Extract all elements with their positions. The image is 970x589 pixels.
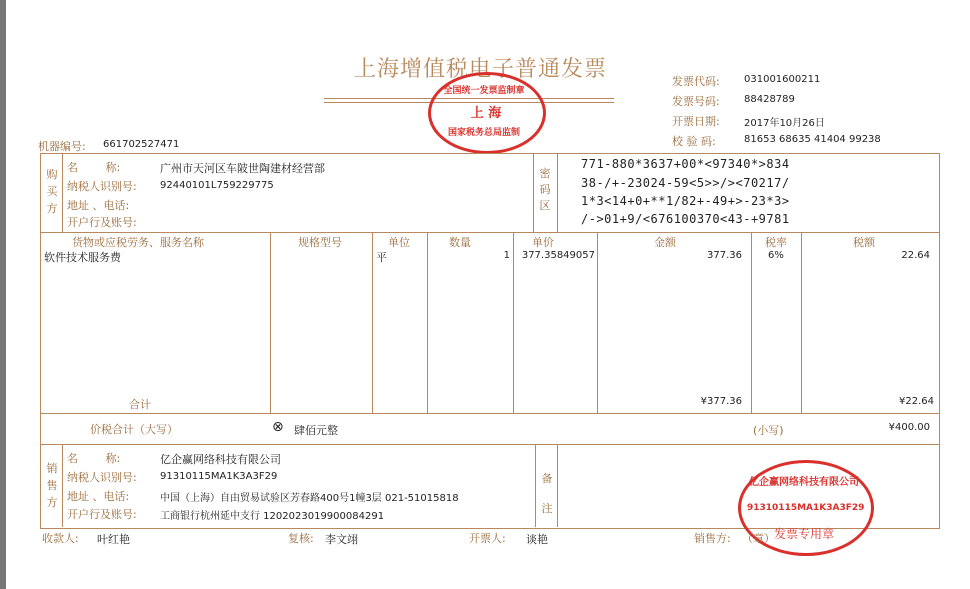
tax-supervision-seal [428, 72, 546, 154]
cipher-section-char: 码 [539, 183, 551, 196]
header-spec: 规格型号 [298, 236, 342, 249]
check-code-label: 校 验 码: [672, 135, 716, 148]
drawer-label: 开票人: [469, 532, 506, 545]
cipher-line-1: 771-880*3637+00*<97340*>834 [581, 157, 790, 171]
cipher-line-3: 1*3<14+0+**1/82+-49+>-23*3> [581, 194, 790, 208]
header-rate: 税率 [765, 236, 787, 249]
seller-seal-company: 亿企赢网络科技有限公司 [749, 477, 859, 488]
payee-label: 收款人: [42, 532, 79, 545]
issue-date: 2017年10月26日 [744, 118, 825, 129]
item-rate: 6% [768, 250, 784, 261]
total-amount: ¥377.36 [700, 396, 742, 407]
remark-divider-right [557, 445, 558, 527]
cipher-divider-right [557, 153, 558, 233]
buyer-bank-label: 开户行及账号: [67, 216, 137, 229]
item-price: 377.35849057 [521, 250, 595, 261]
buyer-name: 广州市天河区车陂世陶建材经营部 [160, 162, 325, 175]
issue-date-label: 开票日期: [672, 115, 720, 128]
seller-divider [62, 445, 63, 527]
col-divider-qty [427, 233, 428, 413]
invoice-title: 上海增值税电子普通发票 [354, 57, 608, 82]
invoice-number-label: 发票号码: [672, 95, 720, 108]
remark-section-char: 备 [541, 472, 553, 485]
buyer-section-char: 买 [46, 185, 58, 198]
seal-bottom-text: 国家税务总局监制 [447, 128, 520, 138]
col-divider-price [513, 233, 514, 413]
total-tax: ¥22.64 [899, 396, 934, 407]
seal-top-text: 全国统一发票监制章 [443, 86, 525, 96]
remark-section-char: 注 [541, 502, 553, 515]
col-divider-tax [801, 233, 802, 413]
items-bottom-line [40, 413, 940, 414]
total-label: 合计 [129, 398, 151, 411]
seller-address-label: 地址 、电话: [67, 490, 130, 503]
buyer-section-char: 购 [46, 168, 58, 181]
header-qty: 数量 [449, 236, 471, 249]
invoice-number: 88428789 [744, 94, 795, 105]
buyer-tax-id: 92440101L759229775 [160, 180, 274, 191]
seller-name-label: 名 称: [67, 452, 121, 465]
header-tax: 税额 [853, 236, 875, 249]
item-amount: 377.36 [707, 250, 742, 261]
grand-total-upper: 肆佰元整 [294, 424, 338, 437]
grand-total-small: ¥400.00 [888, 422, 930, 433]
header-amount: 金额 [654, 236, 676, 249]
col-divider-unit [372, 233, 373, 413]
left-edge-bar [0, 0, 6, 589]
machine-number: 661702527471 [103, 139, 180, 150]
header-unit: 单位 [388, 236, 410, 249]
seller-name: 亿企赢网络科技有限公司 [160, 453, 281, 466]
cipher-divider-left [533, 153, 534, 233]
remark-section-label [540, 464, 554, 524]
machine-number-label: 机器编号: [38, 140, 86, 153]
reviewer: 李文翊 [325, 533, 358, 546]
remark-divider-left [535, 445, 536, 527]
seller-section-char: 售 [46, 479, 58, 492]
buyer-section-char: 方 [46, 202, 58, 215]
item-qty: 1 [503, 250, 510, 261]
seller-bank-label: 开户行及账号: [67, 508, 137, 521]
seller-seal-bottom: 发票专用章 [773, 527, 834, 541]
invoice-code-label: 发票代码: [672, 75, 720, 88]
grand-total-label: 价税合计（大写） [90, 423, 178, 436]
seller-bank: 工商银行杭州延中支行 1202023019900084291 [160, 511, 385, 522]
check-code: 81653 68635 41404 99238 [744, 134, 881, 145]
invoice-code: 031001600211 [744, 74, 821, 85]
cipher-line-2: 38-/+-23024-59<5>>/><70217/ [581, 176, 790, 190]
buyer-section-label [45, 166, 59, 217]
cipher-line-4: /->01+9/<676100370<43-+9781 [581, 212, 790, 226]
drawer: 谈艳 [526, 533, 548, 546]
buyer-divider [62, 153, 63, 233]
buyer-name-label: 名 称: [67, 161, 121, 174]
col-divider-spec [270, 233, 271, 413]
seller-sign-suffix: （章） [742, 532, 775, 545]
seller-section-char: 方 [46, 496, 58, 509]
cipher-section-char: 区 [539, 199, 551, 212]
seal-mid-text: 上 海 [470, 106, 502, 121]
payee: 叶红艳 [97, 533, 130, 546]
seller-address: 中国（上海）自由贸易试验区芳春路400号1幢3层 021-51015818 [160, 493, 459, 504]
cipher-section-char: 密 [539, 167, 551, 180]
seller-tax-id: 91310115MA1K3A3F29 [160, 471, 278, 482]
header-item-name: 货物或应税劳务、服务名称 [72, 236, 204, 249]
grand-total-bottom-line [40, 444, 940, 445]
item-name: 软件技术服务费 [44, 251, 121, 264]
grand-total-small-label: (小写) [753, 424, 784, 437]
cancel-symbol-icon: ⊗ [272, 419, 284, 435]
col-divider-amount [597, 233, 598, 413]
seller-seal-id: 91310115MA1K3A3F29 [747, 503, 865, 513]
seller-section-label [45, 460, 59, 511]
buyer-address-label: 地址 、电话: [67, 199, 130, 212]
seller-sign-label: 销售方: [694, 532, 731, 545]
seller-section-char: 销 [46, 462, 58, 475]
seller-tax-label: 纳税人识别号: [67, 471, 137, 484]
item-tax: 22.64 [901, 250, 930, 261]
review-label: 复核: [288, 532, 314, 545]
header-price: 单价 [532, 236, 554, 249]
item-unit: 平 [376, 251, 387, 264]
col-divider-rate [751, 233, 752, 413]
buyer-bottom-line [40, 232, 940, 233]
buyer-tax-label: 纳税人识别号: [67, 180, 137, 193]
cipher-section-label [538, 166, 552, 214]
